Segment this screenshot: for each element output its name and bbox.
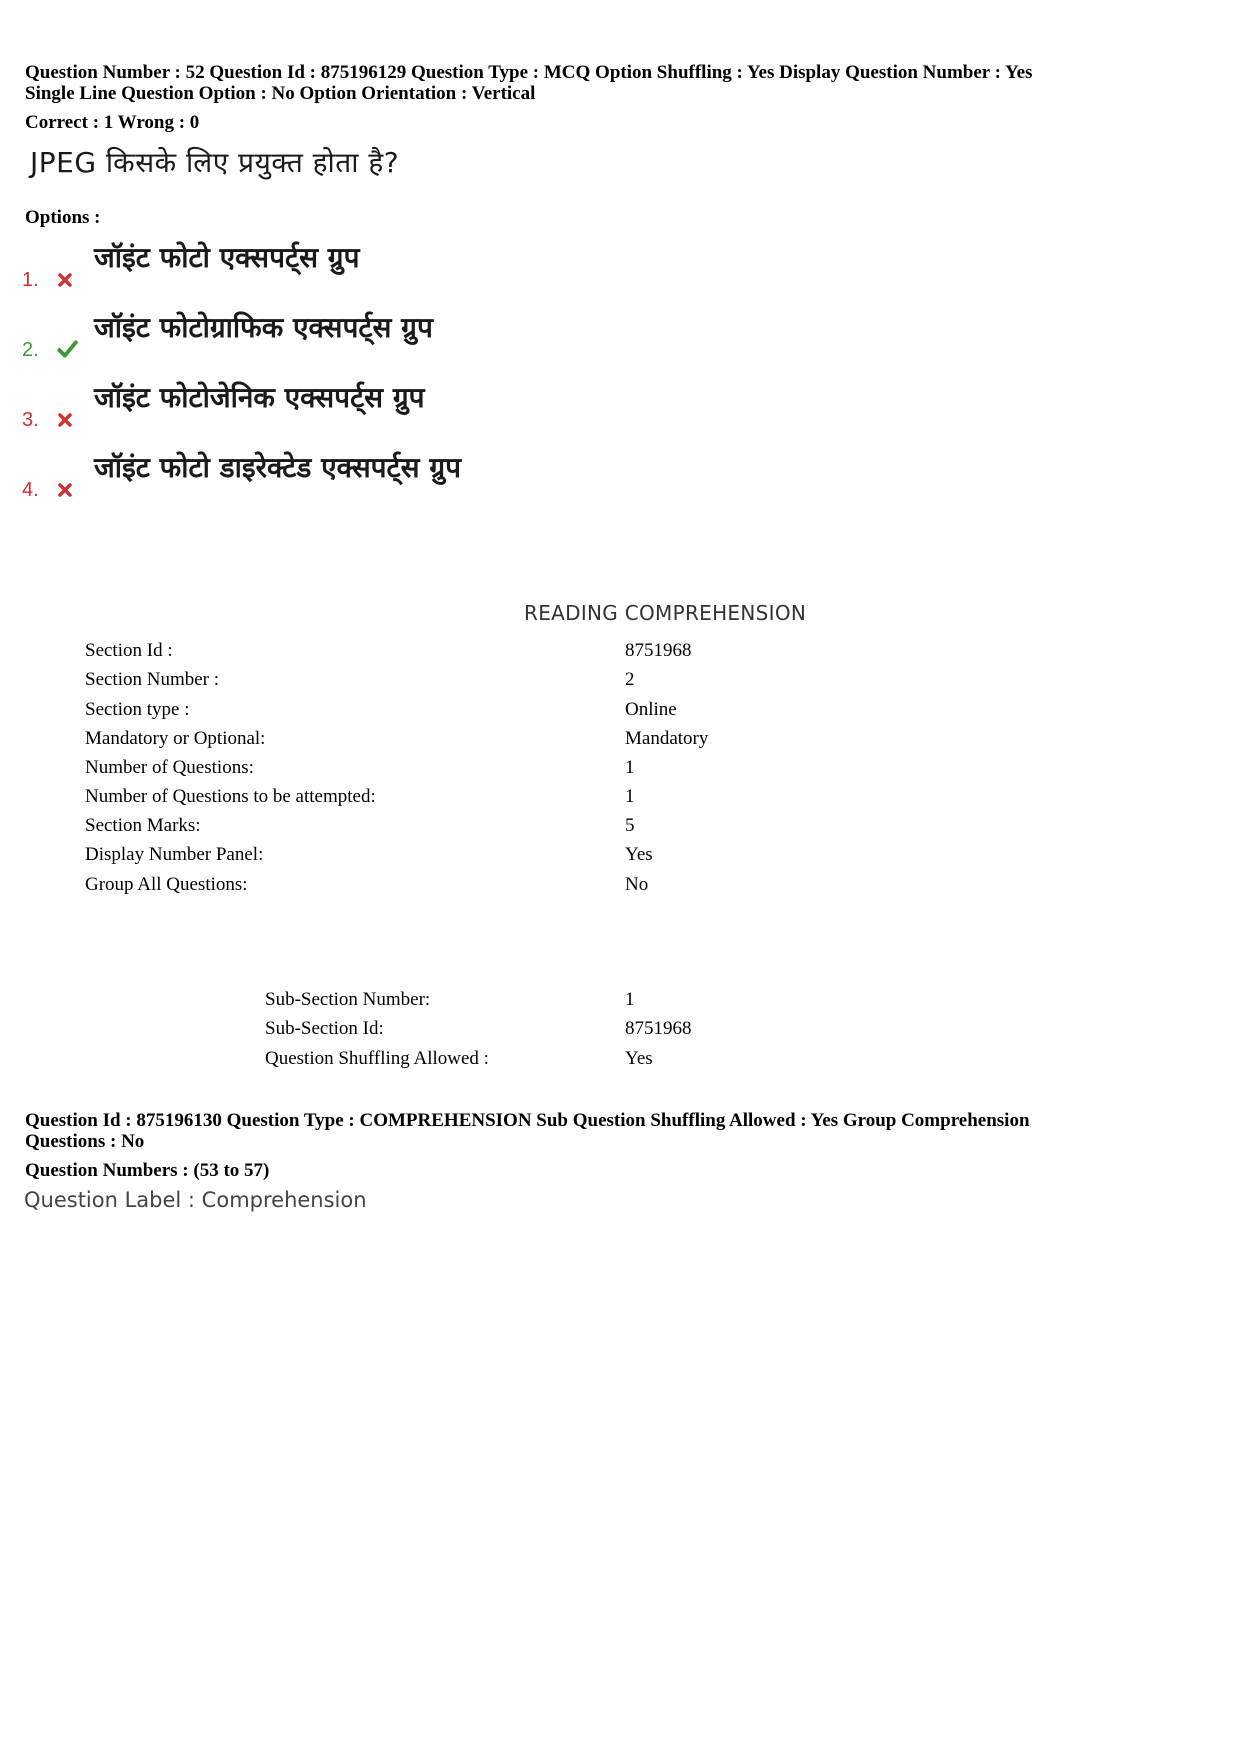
- display-panel-label: Display Number Panel:: [85, 844, 264, 865]
- subsection-number-value: 1: [625, 989, 635, 1010]
- shuffling-allowed-value: Yes: [625, 1048, 653, 1069]
- check-icon: [55, 338, 79, 360]
- subsection-id-label: Sub-Section Id:: [265, 1018, 384, 1039]
- section-type-label: Section type :: [85, 699, 190, 720]
- option-text: जॉइंट फोटो डाइरेक्टेड एक्सपर्ट्स ग्रुप: [94, 451, 462, 484]
- shuffling-allowed-label: Question Shuffling Allowed :: [265, 1048, 489, 1069]
- option-number: 3.: [22, 409, 39, 431]
- mandatory-label: Mandatory or Optional:: [85, 728, 266, 749]
- correct-wrong-marks: Correct : 1 Wrong : 0: [25, 112, 200, 133]
- section-type-value: Online: [625, 699, 677, 720]
- question-meta-line-1: Question Number : 52 Question Id : 875196129 Question Type : MCQ Option Shuffling : Yes Display Question Number : Yes: [25, 62, 1033, 83]
- option-3: [22, 376, 622, 436]
- section-marks-value: 5: [625, 815, 635, 836]
- options-label: Options :: [25, 207, 101, 228]
- option-number: 4.: [22, 479, 39, 501]
- question-text: JPEG किसके लिए प्रयुक्त होता है?: [30, 146, 400, 179]
- section-number-label: Section Number :: [85, 669, 220, 690]
- option-number: 2.: [22, 339, 39, 361]
- num-attempted-label: Number of Questions to be attempted:: [85, 786, 376, 807]
- group-all-label: Group All Questions:: [85, 874, 248, 895]
- section-title: READING COMPREHENSION: [524, 601, 807, 625]
- option-text: जॉइंट फोटो एक्सपर्ट्स ग्रुप: [94, 241, 360, 274]
- section-number-value: 2: [625, 669, 635, 690]
- num-questions-value: 1: [625, 757, 635, 778]
- num-questions-label: Number of Questions:: [85, 757, 254, 778]
- option-4: [22, 446, 622, 506]
- question-label: Question Label : Comprehension: [24, 1188, 367, 1212]
- comprehension-meta-line-2: Questions : No: [25, 1131, 145, 1152]
- option-text: जॉइंट फोटोजेनिक एक्सपर्ट्स ग्रुप: [94, 381, 425, 414]
- mandatory-value: Mandatory: [625, 728, 709, 749]
- display-panel-value: Yes: [625, 844, 653, 865]
- section-marks-label: Section Marks:: [85, 815, 201, 836]
- option-number: 1.: [22, 269, 39, 291]
- group-all-value: No: [625, 874, 649, 895]
- section-id-label: Section Id :: [85, 640, 173, 661]
- subsection-number-label: Sub-Section Number:: [265, 989, 431, 1010]
- option-text: जॉइंट फोटोग्राफिक एक्सपर्ट्स ग्रुप: [94, 311, 433, 344]
- question-numbers: Question Numbers : (53 to 57): [25, 1160, 270, 1181]
- section-id-value: 8751968: [625, 640, 692, 661]
- comprehension-meta-line-1: Question Id : 875196130 Question Type : COMPREHENSION Sub Question Shuffling Allowed : Yes Group Comprehension: [25, 1110, 1030, 1131]
- num-attempted-value: 1: [625, 786, 635, 807]
- option-2: [22, 306, 622, 366]
- subsection-id-value: 8751968: [625, 1018, 692, 1039]
- cross-icon: [55, 270, 75, 290]
- cross-icon: [55, 480, 75, 500]
- question-meta-line-2: Single Line Question Option : No Option Orientation : Vertical: [25, 83, 536, 104]
- cross-icon: [55, 410, 75, 430]
- option-1: [22, 236, 622, 296]
